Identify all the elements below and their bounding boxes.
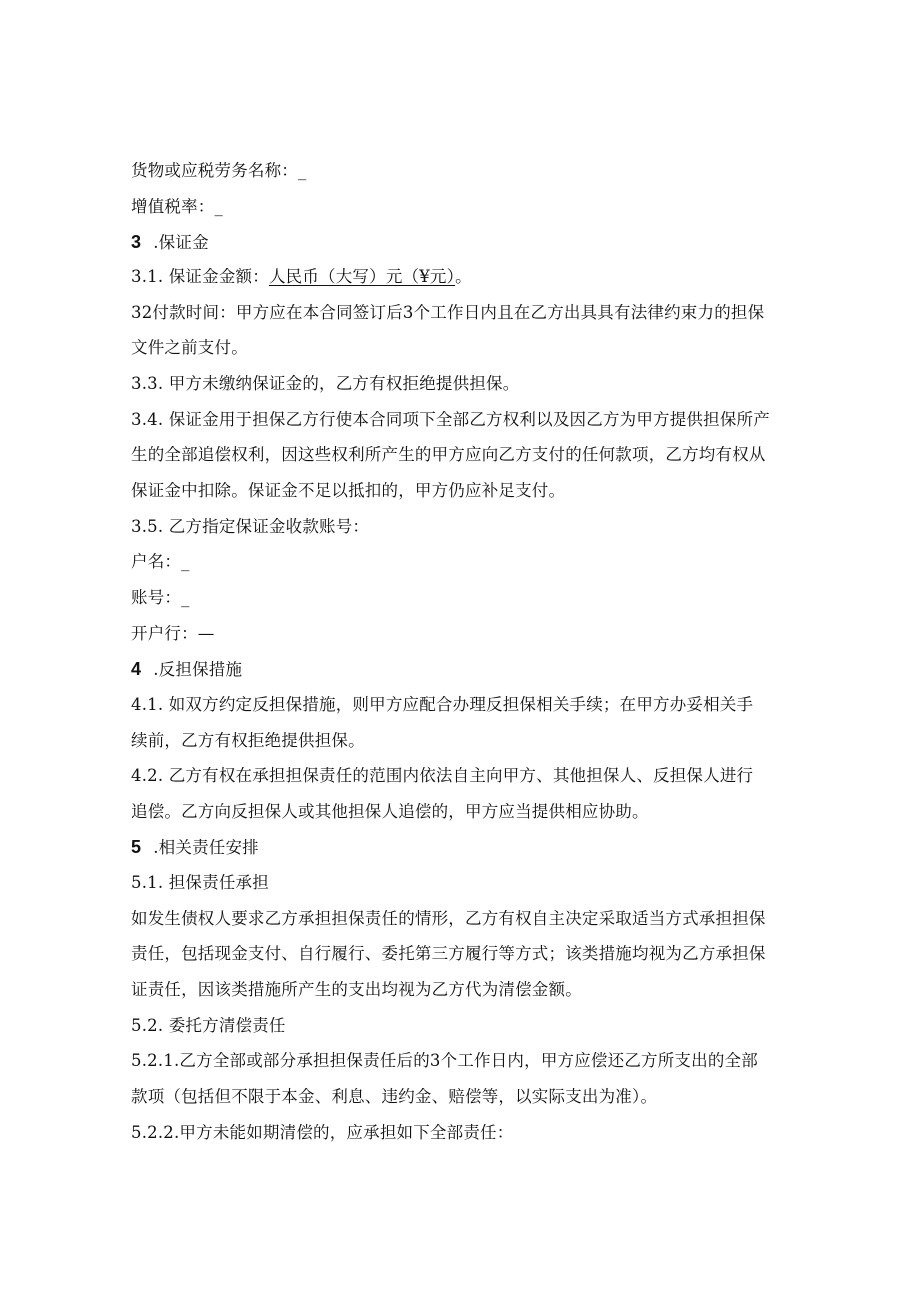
clause-3-5: 3.5. 乙方指定保证金收款账号： xyxy=(131,517,370,536)
vat-rate-line: 增值税率：_ xyxy=(131,197,223,216)
section-3-heading xyxy=(131,224,810,260)
section-4-heading xyxy=(131,651,810,687)
clause-3-2-line-2: 文件之前支付。 xyxy=(131,338,248,357)
bank-line: 开户行：— xyxy=(131,624,215,643)
clause-3-1-suffix: 。 xyxy=(455,267,472,286)
section-5-title: .相关责任安排 xyxy=(153,838,259,857)
clause-5-1-para-line-3: 证责任，因该类措施所产生的支出均视为乙方代为清偿金额。 xyxy=(131,980,582,999)
clause-4-2-line-1: 4.2. 乙方有权在承担担保责任的范围内依法自主向甲方、其他担保人、反担保人进行 xyxy=(131,766,754,785)
clause-5-2-1-line-2: 款项（包括但不限于本金、利息、违约金、赔偿等，以实际支出为准）。 xyxy=(131,1087,658,1106)
section-3-title: .保证金 xyxy=(153,233,209,252)
clause-5-1-title: 5.1. 担保责任承担 xyxy=(131,873,269,892)
clause-3-4-line-1: 3.4. 保证金用于担保乙方行使本合同项下全部乙方权利以及因乙方为甲方提供担保所产 xyxy=(131,410,770,429)
section-5-heading xyxy=(131,829,810,865)
section-4-number: 4 xyxy=(131,659,142,679)
clause-4-1-line-2: 续前，乙方有权拒绝提供担保。 xyxy=(131,731,365,750)
section-4-title: .反担保措施 xyxy=(153,660,243,679)
clause-3-4-line-2: 生的全部追偿权利，因这些权利所产生的甲方应向乙方支付的任何款项，乙方均有权从 xyxy=(131,445,766,464)
clause-4-1-line-1: 4.1. 如双方约定反担保措施，则甲方应配合办理反担保相关手续；在甲方办妥相关手 xyxy=(131,695,754,714)
account-number-line: 账号：_ xyxy=(131,588,190,607)
section-3-number: 3 xyxy=(131,232,142,252)
clause-5-1-para-line-2: 责任，包括现金支付、自行履行、委托第三方履行等方式；该类措施均视为乙方承担保 xyxy=(131,944,766,963)
clause-3-1 xyxy=(131,259,810,295)
clause-3-2-line-1: 32付款时间：甲方应在本合同签订后3个工作日内且在乙方出具具有法律约束力的担保 xyxy=(131,303,765,322)
clause-3-1-prefix: 3.1. 保证金金额： xyxy=(131,267,269,286)
goods-name-line: 货物或应税劳务名称：_ xyxy=(131,161,307,180)
clause-5-2-1-line-1: 5.2.1.乙方全部或部分承担担保责任后的3个工作日内，甲方应偿还乙方所支出的全部 xyxy=(131,1051,758,1070)
deposit-amount-blank: 人民币（大写）元（¥元） xyxy=(268,267,456,286)
clause-5-1-para-line-1: 如发生债权人要求乙方承担担保责任的情形，乙方有权自主决定采取适当方式承担担保 xyxy=(131,909,766,928)
section-5-number: 5 xyxy=(131,837,142,857)
clause-5-2-title: 5.2. 委托方清偿责任 xyxy=(131,1016,286,1035)
clause-3-3: 3.3. 甲方未缴纳保证金的，乙方有权拒绝提供担保。 xyxy=(131,374,520,393)
clause-4-2-line-2: 追偿。乙方向反担保人或其他担保人追偿的，甲方应当提供相应协助。 xyxy=(131,802,649,821)
account-name-line: 户名：_ xyxy=(131,552,190,571)
clause-5-2-2: 5.2.2.甲方未能如期清偿的，应承担如下全部责任： xyxy=(131,1123,514,1142)
clause-3-4-line-3: 保证金中扣除。保证金不足以抵扣的，甲方仍应补足支付。 xyxy=(131,481,566,500)
